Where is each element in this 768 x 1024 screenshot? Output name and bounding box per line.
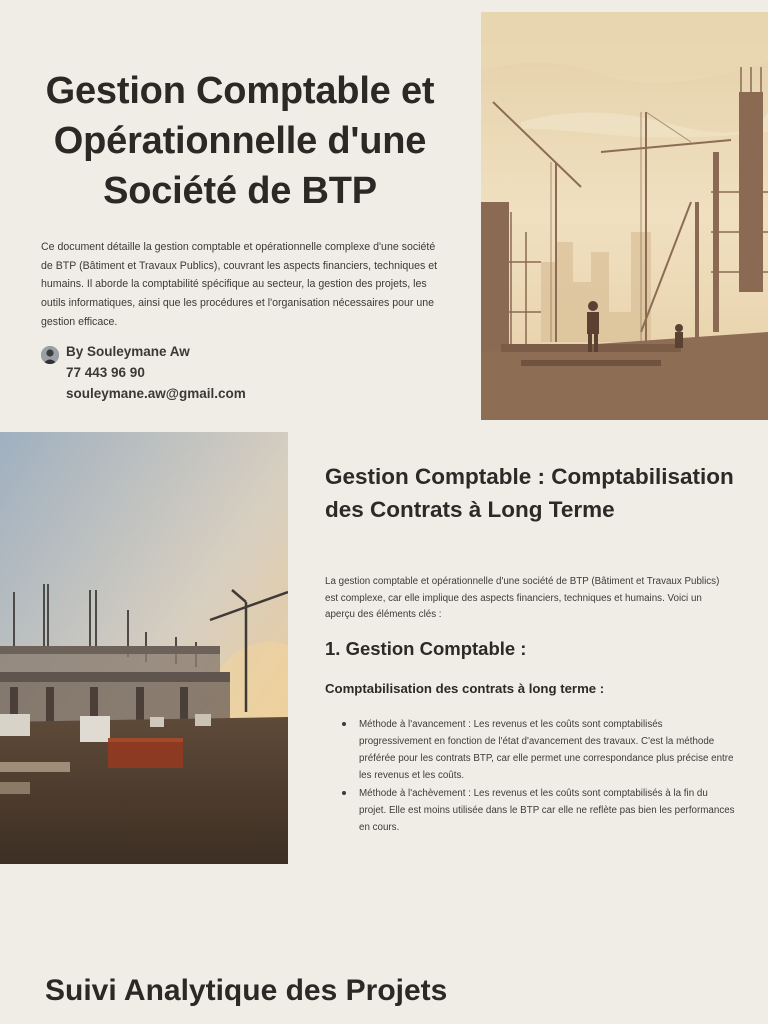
bullet-dot — [342, 791, 346, 795]
subheading: 1. Gestion Comptable : — [325, 638, 527, 659]
page-title: Gestion Comptable et Opérationnelle d'une Société de BTP — [45, 70, 435, 212]
list-item-text: Méthode à l'avancement : Les revenus et les coûts sont comptabilisés progressivement en fonction de l'état d'avancement des travaux. C'est la méthode préférée pour les contrats BTP, car elle permet une correspondance plus précise entre les revenus et les coûts. — [359, 719, 734, 781]
section2-title: Suivi Analytique des Projets — [45, 974, 448, 1007]
construction-site-photo — [0, 432, 288, 864]
section-title: Gestion Comptable : Comptabilisation des Contrats à Long Terme — [325, 464, 734, 522]
list-item — [325, 716, 735, 784]
intro-paragraph: Ce document détaille la gestion comptable et opérationnelle complexe d'une société de BTP (Bâtiment et Travaux Publics), couvrant les aspects financiers, techniques et humains. Il aborde la comptabilité spécifique au secteur, la gestion des projets, les outils informatiques, ainsi que les procédures et l'organisation nécessaires pour une gestion efficace. — [41, 241, 438, 328]
author-name: By Souleymane Aw — [66, 344, 190, 359]
construction-illustration — [481, 12, 768, 420]
avatar — [41, 346, 59, 364]
author-email: souleymane.aw@gmail.com — [66, 386, 246, 401]
bullet-dot — [342, 722, 346, 726]
subsubheading: Comptabilisation des contrats à long terme : — [325, 681, 605, 696]
author-phone: 77 443 96 90 — [66, 365, 145, 380]
list-item — [325, 785, 735, 836]
list-item-text: Méthode à l'achèvement : Les revenus et les coûts sont comptabilisés à la fin du projet. Elle est moins utilisée dans le BTP car elle ne reflète pas bien les performances en cours. — [359, 788, 735, 833]
bullet-list — [325, 716, 735, 836]
section-intro: La gestion comptable et opérationnelle d'une société de BTP (Bâtiment et Travaux Publics) est complexe, car elle implique des aspects financiers, techniques et humains. Voici un aperçu des éléments clés : — [325, 576, 720, 621]
